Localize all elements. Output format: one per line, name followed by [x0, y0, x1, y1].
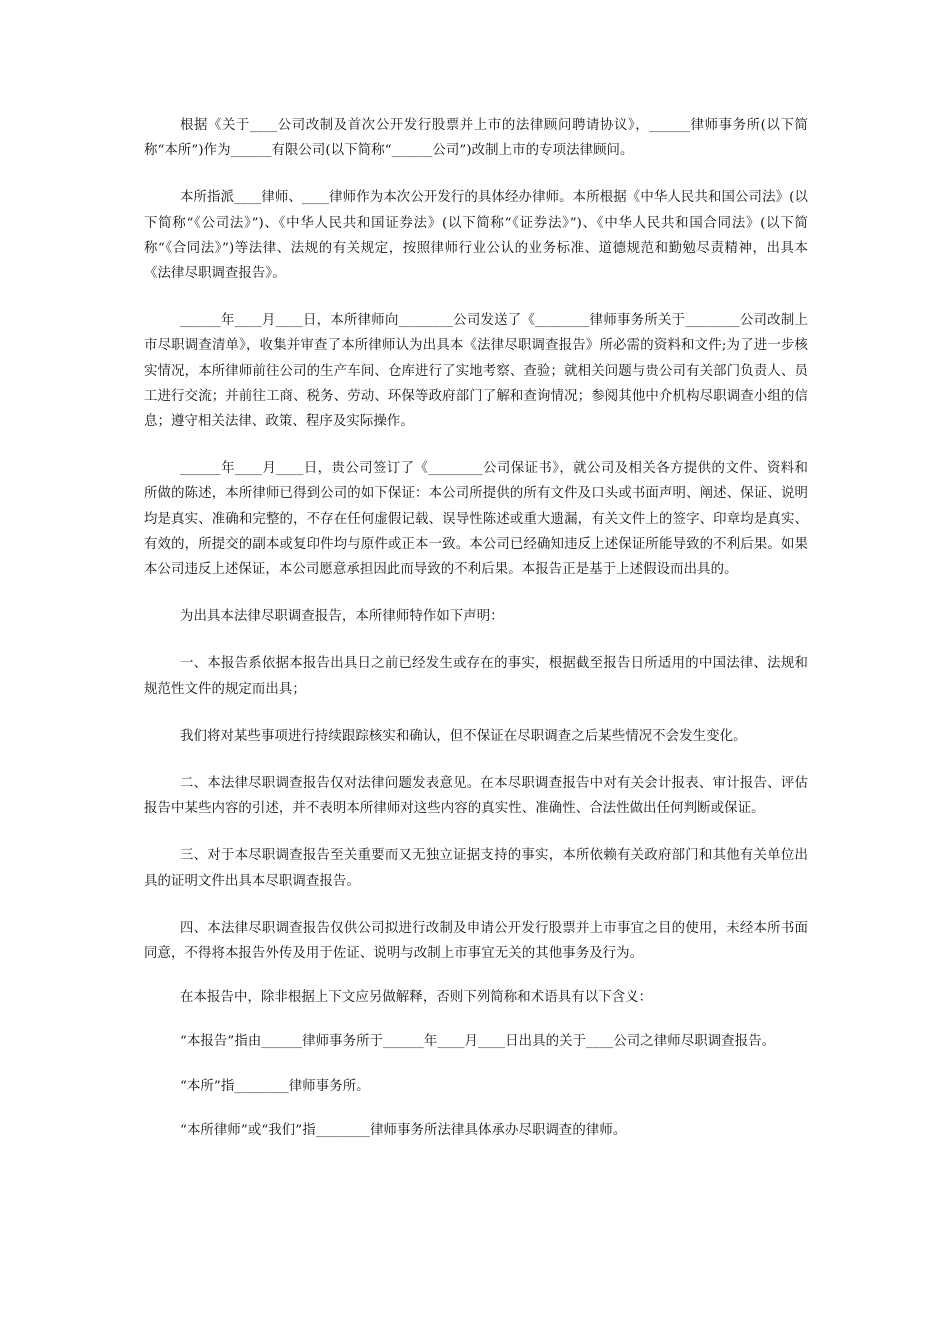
- paragraph-declaration-3: 三、对于本尽职调查报告至关重要而又无独立证据支持的事实，本所依赖有关政府部门和其他有关单位出具的证明文件出具本尽职调查报告。: [144, 848, 808, 889]
- document-body: [144, 113, 808, 1143]
- paragraph-assigned-lawyers: 本所指派____律师、____律师作为本次公开发行的具体经办律师。本所根据《中华人民共和国公司法》(以下简称“《公司法》”)、《中华人民共和国证券法》(以下简称“《证券法》”)、《中华人民共和国合同法》(以下简称“《合同法》”)等法律、法规的有关规定，按照律师行业公认的业务标准、道德规范和勤勉尽责精神，出具本《法律尽职调查报告》。: [144, 190, 808, 282]
- definition-this-firm: “本所”指________律师事务所。: [180, 1078, 370, 1094]
- paragraph-declaration-4: 四、本法律尽职调查报告仅供公司拟进行改制及申请公开发行股票并上市事宜之目的使用，未经本所书面同意，不得将本报告外传及用于佐证、说明与改制上市事宜无关的其他事务及行为。: [144, 920, 808, 962]
- paragraph-definitions-intro: 在本报告中，除非根据上下文应另做解释，否则下列简称和术语具有以下含义：: [180, 990, 653, 1006]
- paragraph-company-guarantee: ______年____月____日，贵公司签订了《________公司保证书》，就公司及相关各方提供的文件、资料和所做的陈述，本所律师已得到公司的如下保证：本公司所提供的所有文件及口头或书面声明、阐述、保证、说明均是真实、准确和完整的，不存在任何虚假记载、误导性陈述或重大遗漏，有关文件上的签字、印章均是真实、有效的，所提交的副本或复印件均与原件或正本一致。本公司已经确知违反上述保证所能导致的不利后果。如果本公司违反上述保证，本公司愿意承担因此而导致的不利后果。本报告正是基于上述假设而出具的。: [144, 461, 808, 578]
- paragraph-follow-up: 我们将对某些事项进行持续跟踪核实和确认，但不保证在尽职调查之后某些情况不会发生变化。: [180, 728, 747, 744]
- definition-this-report: “本报告”指由______律师事务所于______年____月____日出具的关于____公司之律师尽职调查报告。: [180, 1034, 776, 1050]
- paragraph-declaration-intro: 为出具本法律尽职调查报告，本所律师特作如下声明：: [180, 609, 504, 625]
- paragraph-declaration-2: 二、本法律尽职调查报告仅对法律问题发表意见。在本尽职调查报告中对有关会计报表、审计报告、评估报告中某些内容的引述，并不表明本所律师对这些内容的真实性、准确性、合法性做出任何判断或保证。: [144, 776, 808, 817]
- paragraph-engagement: 根据《关于____公司改制及首次公开发行股票并上市的法律顾问聘请协议》，______律师事务所(以下简称“本所”)作为______有限公司(以下简称“______公司”)改制上市的专项法律顾问。: [144, 118, 808, 159]
- definition-firm-lawyers: “本所律师”或“我们”指________律师事务所法律具体承办尽职调查的律师。: [180, 1122, 627, 1138]
- paragraph-investigation: ______年____月____日，本所律师向________公司发送了《________律师事务所关于________公司改制上市尽职调查清单》，收集并审查了本所律师认为出具本《法律尽职调查报告》所必需的资料和文件;为了进一步核实情况，本所律师前往公司的生产车间、仓库进行了实地考察、查验；就相关问题与贵公司有关部门负责人、员工进行交流；并前往工商、税务、劳动、环保等政府部门了解和查询情况；参阅其他中介机构尽职调查小组的信息；遵守相关法律、政策、程序及实际操作。: [144, 313, 808, 430]
- paragraph-declaration-1: 一、本报告系依据本报告出具日之前已经发生或存在的事实，根据截至报告日所适用的中国法律、法规和规范性文件的规定而出具；: [144, 656, 808, 697]
